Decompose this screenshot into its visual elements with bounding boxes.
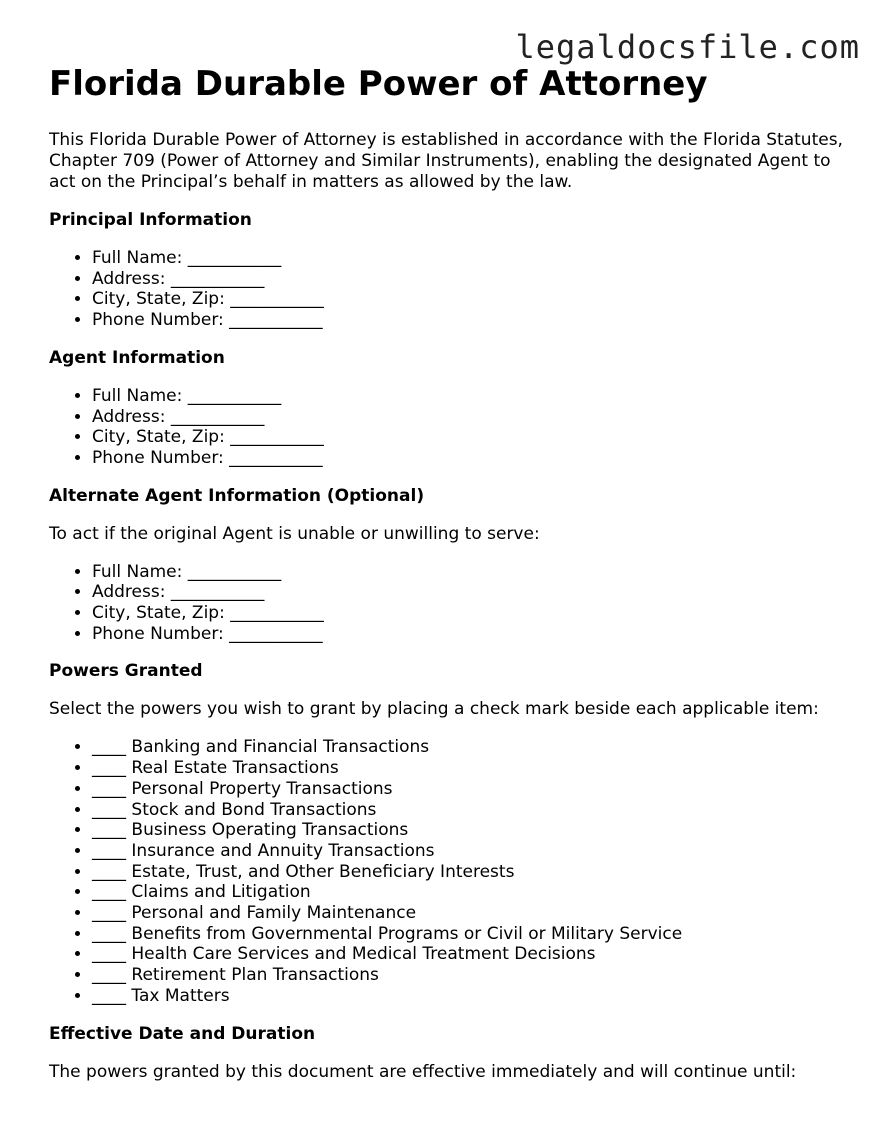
alternate-phone: • Phone Number: ___________ — [92, 624, 849, 645]
power-item: • ____ Stock and Bond Transactions — [92, 800, 849, 821]
power-item: • ____ Business Operating Transactions — [92, 820, 849, 841]
power-item: • ____ Insurance and Annuity Transactions — [92, 841, 849, 862]
powers-list — [49, 737, 849, 1006]
principal-address: • Address: ___________ — [92, 269, 849, 290]
powers-heading: Powers Granted — [49, 661, 203, 682]
power-item: • ____ Health Care Services and Medical Treatment Decisions — [92, 944, 849, 965]
effective-heading: Effective Date and Duration — [49, 1023, 316, 1044]
intro-paragraph: This Florida Durable Power of Attorney is established in accordance with the Florida Statutes, Chapter 709 (Power of Attorney and Similar Instruments), enabling the designated Agent to act on the Principal’s behalf in matters as allowed by the law. — [49, 130, 843, 192]
power-item: • ____ Personal Property Transactions — [92, 779, 849, 800]
power-item: • ____ Tax Matters — [92, 986, 849, 1007]
principal-heading: Principal Information — [49, 210, 252, 230]
agent-list — [49, 386, 849, 469]
alternate-city-state-zip: • City, State, Zip: ___________ — [92, 603, 849, 624]
alternate-agent-note: To act if the original Agent is unable or unwilling to serve: — [49, 523, 540, 544]
page-title: Florida Durable Power of Attorney — [49, 64, 708, 104]
principal-city-state-zip: • City, State, Zip: ___________ — [92, 289, 849, 310]
principal-list — [49, 248, 849, 331]
principal-full-name: • Full Name: ___________ — [92, 248, 849, 269]
power-item: • ____ Retirement Plan Transactions — [92, 965, 849, 986]
powers-note: Select the powers you wish to grant by placing a check mark beside each applicable item: — [49, 699, 819, 720]
agent-full-name: • Full Name: ___________ — [92, 386, 849, 407]
agent-city-state-zip: • City, State, Zip: ___________ — [92, 427, 849, 448]
alternate-address: • Address: ___________ — [92, 582, 849, 603]
document-body — [49, 62, 849, 1100]
power-item: • ____ Estate, Trust, and Other Beneficiary Interests — [92, 862, 849, 883]
principal-phone: • Phone Number: ___________ — [92, 310, 849, 331]
effective-text: The powers granted by this document are effective immediately and will continue until: — [49, 1061, 797, 1082]
power-item: • ____ Personal and Family Maintenance — [92, 903, 849, 924]
alternate-agent-heading: Alternate Agent Information (Optional) — [49, 485, 425, 506]
alternate-full-name: • Full Name: ___________ — [92, 562, 849, 583]
power-item: • ____ Benefits from Governmental Programs or Civil or Military Service — [92, 924, 849, 945]
power-item: • ____ Banking and Financial Transactions — [92, 737, 849, 758]
site-watermark: legaldocsfile.com — [515, 28, 860, 66]
agent-heading: Agent Information — [49, 347, 225, 368]
agent-address: • Address: ___________ — [92, 407, 849, 428]
power-item: • ____ Claims and Litigation — [92, 882, 849, 903]
alternate-agent-list — [49, 562, 849, 645]
power-item: • ____ Real Estate Transactions — [92, 758, 849, 779]
agent-phone: • Phone Number: ___________ — [92, 448, 849, 469]
